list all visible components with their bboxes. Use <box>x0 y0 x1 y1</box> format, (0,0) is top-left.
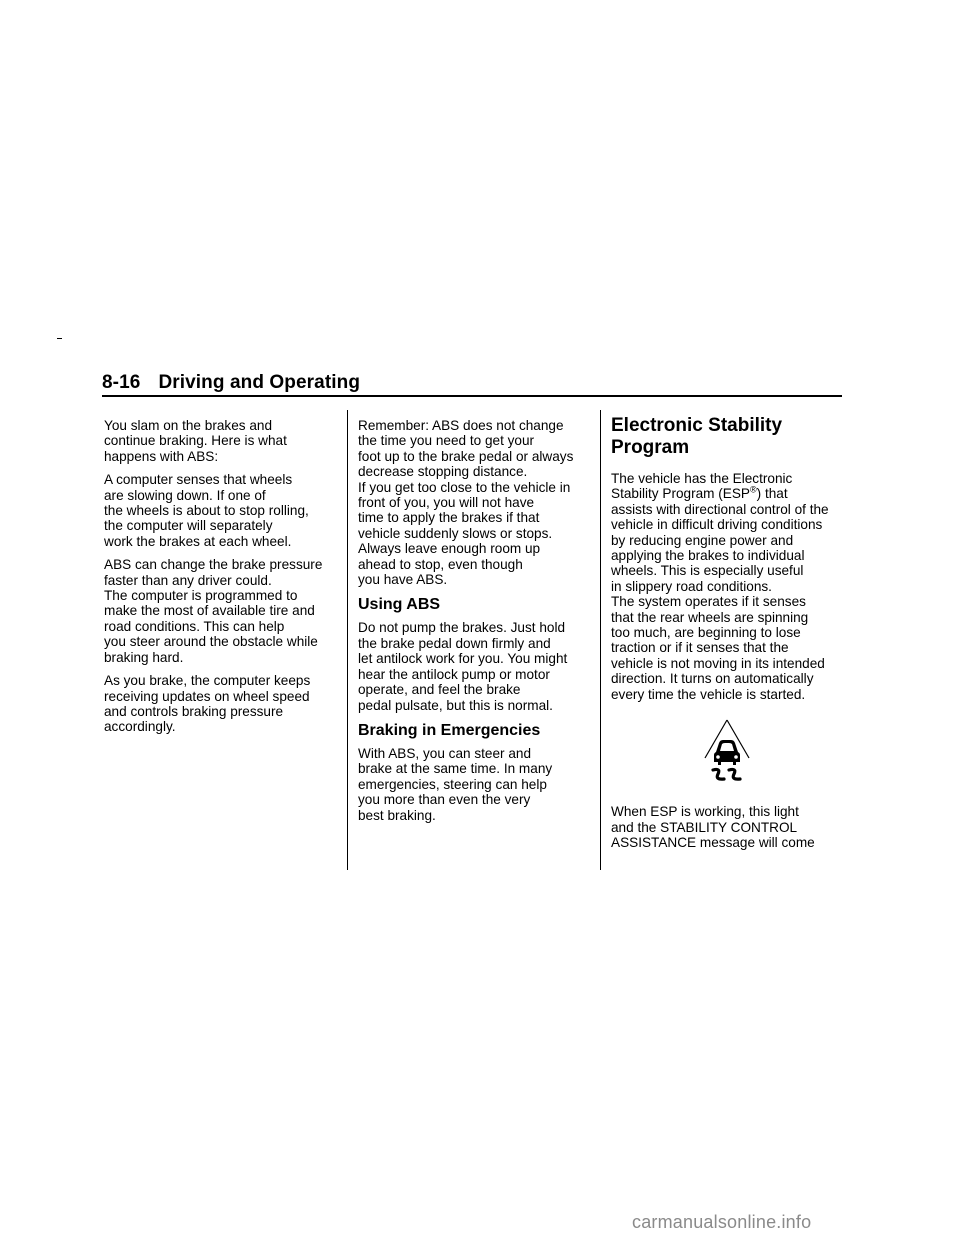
esp-skidding-car-icon <box>699 718 755 790</box>
using-abs-heading: Using ABS <box>358 596 441 614</box>
paragraph: You slam on the brakes and continue braking. Here is what happens with ABS: <box>104 418 287 464</box>
page-number: 8-16 <box>102 372 141 393</box>
paragraph: Do not pump the brakes. Just hold the brake pedal down firmly and let antilock work for you. You might hear the antilock pump or motor operate, and feel the brake pedal pulsate, but this is normal. <box>358 620 568 713</box>
crop-mark <box>57 338 62 339</box>
page-header <box>102 372 842 398</box>
paragraph: As you brake, the computer keeps receiving updates on wheel speed and controls braking pressure accordingly. <box>104 673 311 735</box>
header-title <box>102 372 842 394</box>
paragraph: The vehicle has the Electronic Stability Program (ESP®) that assists with directional control of the vehicle in difficult driving conditions by reducing engine power and applying the brakes to individual wheels. This is especially useful in slippery road conditions. The system operates if it senses that the rear wheels are spinning too much, are beginning to lose traction or if it senses that the vehicle is not moving in its intended direction. It turns on automatically every time the vehicle is started. <box>611 471 829 702</box>
watermark: carmanualsonline.info <box>632 1212 812 1232</box>
column-divider-2 <box>600 410 601 870</box>
braking-emergencies-heading: Braking in Emergencies <box>358 721 541 739</box>
paragraph: ABS can change the brake pressure faster than any driver could. The computer is programmed to make the most of available tire and road conditions. This can help you steer around the obstacle while braking hard. <box>104 557 323 665</box>
paragraph: Remember: ABS does not change the time you need to get your foot up to the brake pedal or always decrease stopping distance. If you get too close to the vehicle in front of you, you will not have time to apply the brakes if that vehicle suddenly slows or stops. Always leave enough room up ahead to stop, even though you have ABS. <box>358 418 574 588</box>
column-right <box>611 415 851 858</box>
column-left <box>104 418 342 743</box>
registered-mark: ® <box>750 484 757 495</box>
header-rule <box>102 395 842 397</box>
paragraph: With ABS, you can steer and brake at the same time. In many emergencies, steering can help you more than even the very best braking. <box>358 745 553 823</box>
column-divider-1 <box>347 410 348 870</box>
paragraph: When ESP is working, this light and the STABILITY CONTROL ASSISTANCE message will come <box>611 804 815 850</box>
esp-heading: Electronic Stability Program <box>611 415 783 458</box>
section-title: Driving and Operating <box>158 372 361 393</box>
paragraph: A computer senses that wheels are slowing down. If one of the wheels is about to stop rolling, the computer will separately work the brakes at each wheel. <box>104 472 309 549</box>
column-middle <box>358 418 594 831</box>
